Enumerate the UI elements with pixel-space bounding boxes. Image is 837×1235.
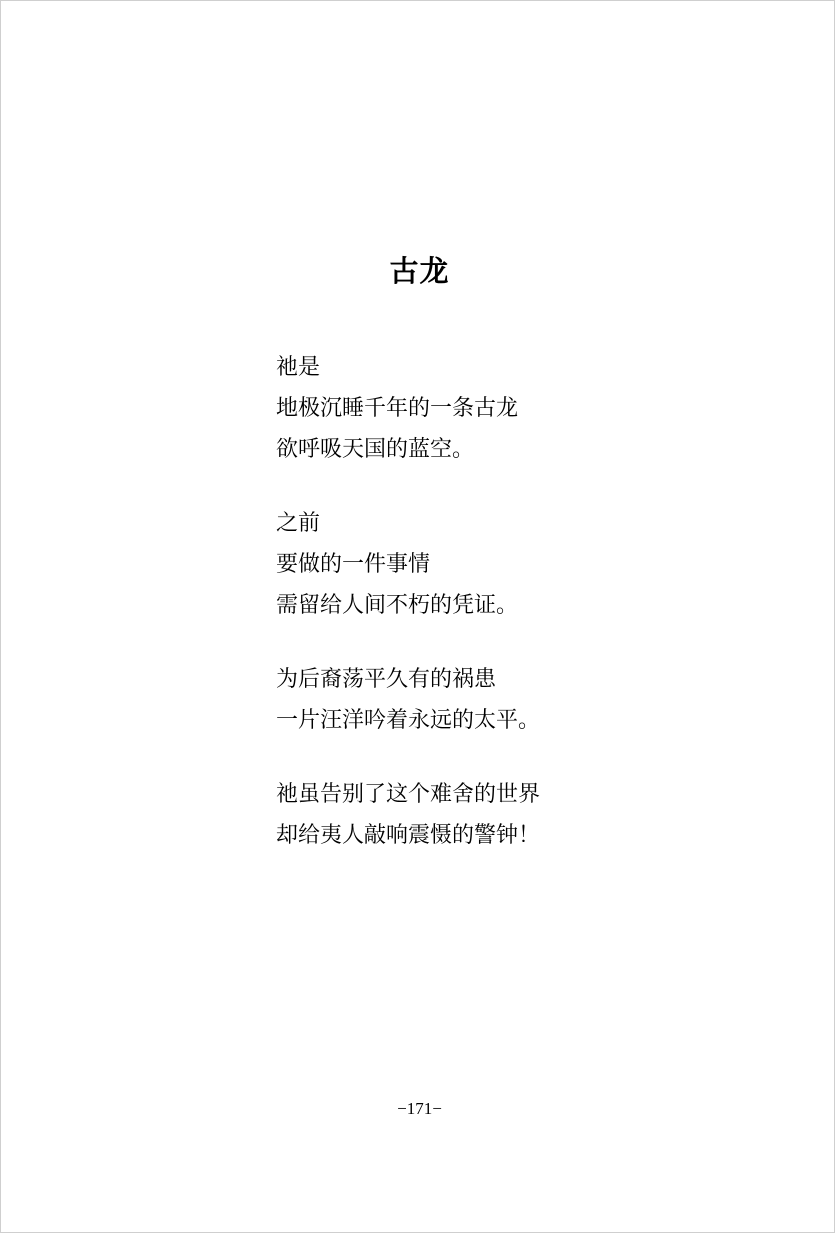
poem-line: 需留给人间不朽的凭证。 xyxy=(276,593,519,618)
poem-line: 祂是 xyxy=(276,355,321,380)
page-number: −171− xyxy=(397,1099,442,1118)
poem-title: 古龙 xyxy=(389,254,450,288)
poem-line: 祂虽告别了这个难舍的世界 xyxy=(276,782,541,807)
stanza-4 xyxy=(276,774,776,856)
poem-line: 为后裔荡平久有的祸患 xyxy=(276,667,497,692)
stanza-2 xyxy=(276,503,776,626)
poem-line: 却给夷人敲响震慑的警钟！ xyxy=(276,823,541,848)
stanza-1 xyxy=(276,347,776,470)
poem-line: 一片汪洋吟着永远的太平。 xyxy=(276,708,541,733)
poem-body xyxy=(276,347,776,889)
poem-line: 要做的一件事情 xyxy=(276,552,431,577)
poem-line: 地极沉睡千年的一条古龙 xyxy=(276,396,519,421)
poem-line: 之前 xyxy=(276,511,321,536)
stanza-3 xyxy=(276,659,776,741)
poem-line: 欲呼吸天国的蓝空。 xyxy=(276,437,475,462)
